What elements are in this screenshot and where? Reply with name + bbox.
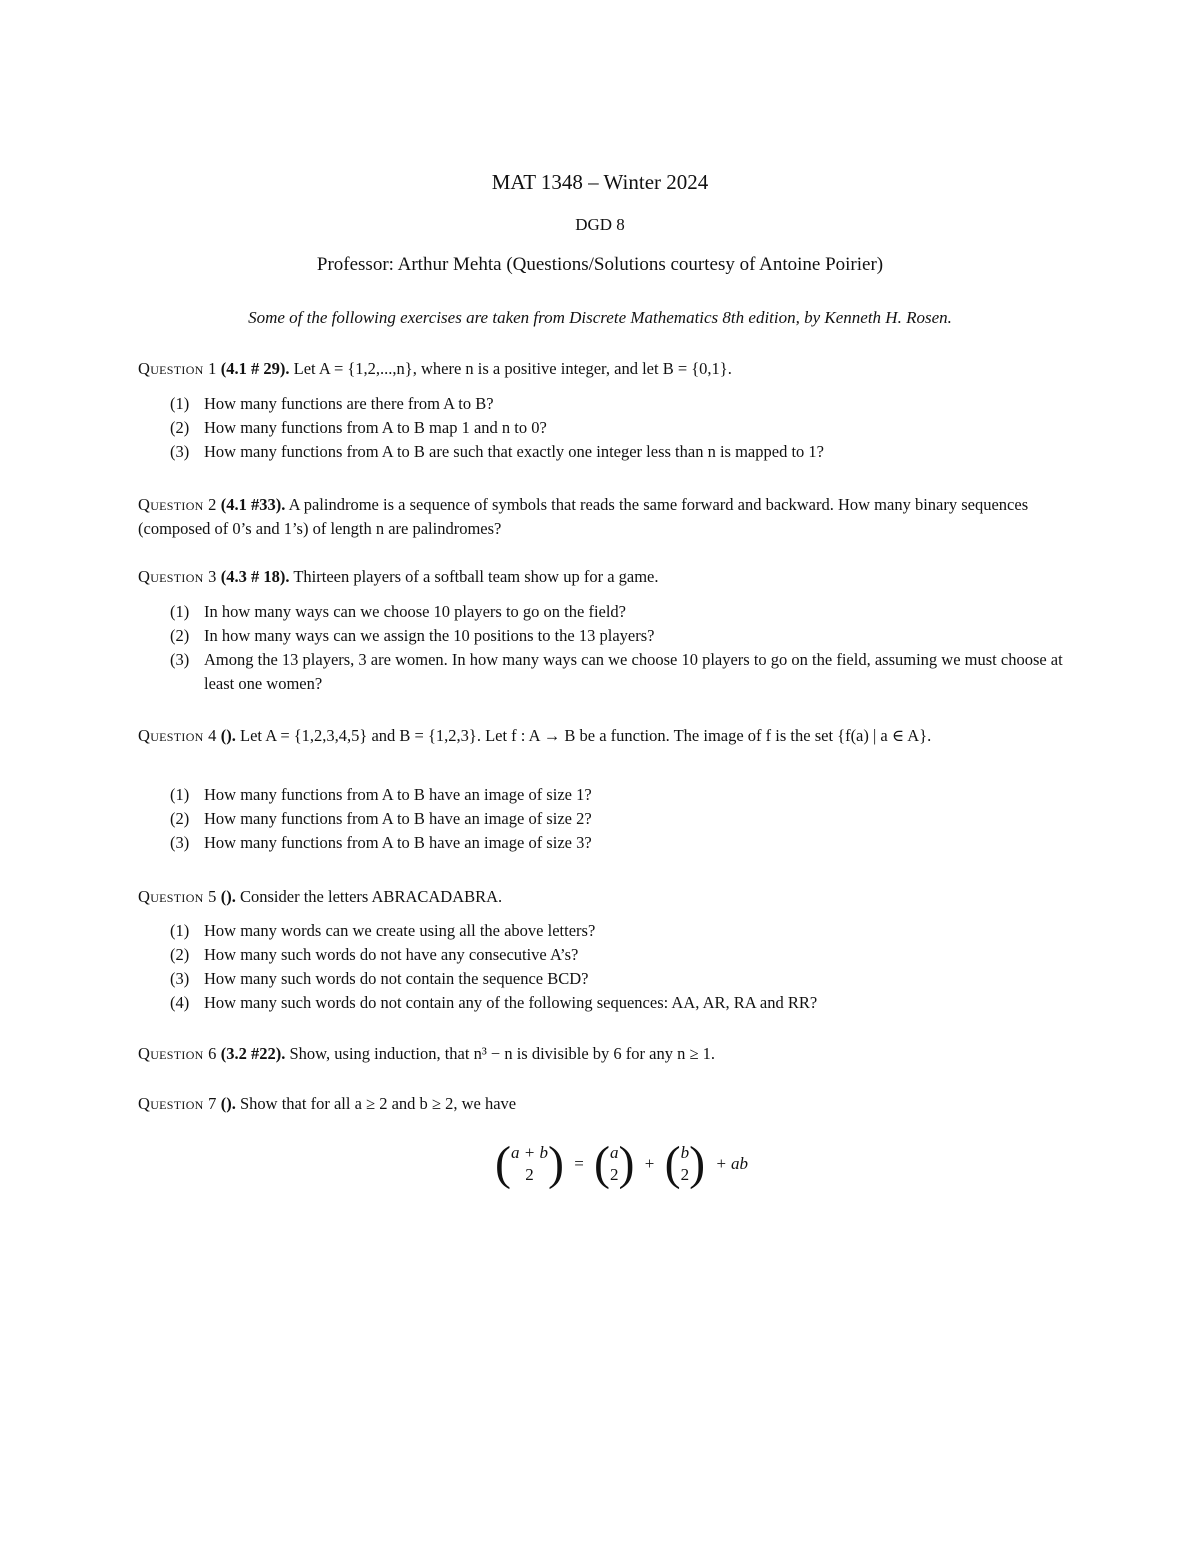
list-item: (1) How many functions are there from A to B? bbox=[170, 394, 494, 413]
question-4 bbox=[138, 724, 1083, 748]
question-6 bbox=[138, 1042, 1083, 1066]
list-item: (3) Among the 13 players, 3 are women. In how many ways can we choose 10 players to go on the field, assuming we must choose at least one women? bbox=[170, 650, 1063, 693]
list-item: (3) How many functions from A to B are such that exactly one integer less than n is mapped to 1? bbox=[170, 442, 824, 461]
list-item: (2) In how many ways can we assign the 10 positions to the 13 players? bbox=[170, 626, 655, 645]
list-item: (2) How many functions from A to B map 1 and n to 0? bbox=[170, 418, 547, 437]
binomial-term-a: ( a 2 ) bbox=[594, 1137, 635, 1190]
question-label: Question 3 bbox=[138, 567, 217, 586]
equals-sign: = bbox=[574, 1154, 584, 1173]
list-item: (1) In how many ways can we choose 10 players to go on the field? bbox=[170, 602, 627, 621]
question-reference: (4.3 # 18). bbox=[220, 567, 290, 586]
list-item: (3) How many functions from A to B have an image of size 3? bbox=[170, 833, 592, 852]
list-item: (3) How many such words do not contain the sequence BCD? bbox=[170, 969, 589, 988]
question-3-items bbox=[170, 600, 1082, 696]
question-4-items bbox=[170, 783, 1082, 855]
question-label: Question 4 bbox=[138, 726, 217, 745]
list-item: (4) How many such words do not contain any of the following sequences: AA, AR, RA and RR? bbox=[170, 993, 818, 1012]
question-reference: (3.2 #22). bbox=[220, 1044, 286, 1063]
source-note: Some of the following exercises are taken from Discrete Mathematics 8th edition, by Kenneth H. Rosen. bbox=[248, 308, 952, 327]
equation-tail: + ab bbox=[715, 1154, 749, 1173]
question-5-items bbox=[170, 919, 1082, 1015]
question-text: Thirteen players of a softball team show up for a game. bbox=[293, 567, 659, 586]
question-2 bbox=[138, 493, 1083, 541]
question-label: Question 7 bbox=[138, 1094, 217, 1113]
document-subtitle: DGD 8 bbox=[575, 215, 625, 234]
binomial-lhs: ( a + b 2 ) bbox=[495, 1137, 564, 1190]
question-label: Question 1 bbox=[138, 359, 217, 378]
question-1 bbox=[138, 357, 1083, 381]
binomial-term-b: ( b 2 ) bbox=[664, 1137, 706, 1190]
question-3 bbox=[138, 565, 1083, 589]
question-text: Let A = {1,2,...,n}, where n is a positive integer, and let B = {0,1}. bbox=[293, 359, 732, 378]
binomial-identity bbox=[495, 1137, 754, 1190]
question-text: Show that for all a ≥ 2 and b ≥ 2, we have bbox=[240, 1094, 517, 1113]
question-text: Consider the letters ABRACADABRA. bbox=[240, 887, 503, 906]
question-label: Question 5 bbox=[138, 887, 217, 906]
question-text: Let A = {1,2,3,4,5} and B = {1,2,3}. Let f : A → B be a function. The image of f is the set {f(a) | a ∈ A}. bbox=[240, 726, 932, 745]
list-item: (2) How many such words do not have any consecutive A’s? bbox=[170, 945, 579, 964]
question-1-items bbox=[170, 392, 1082, 464]
question-text: Show, using induction, that n³ − n is divisible by 6 for any n ≥ 1. bbox=[289, 1044, 716, 1063]
document-title: MAT 1348 – Winter 2024 bbox=[491, 170, 709, 194]
question-label: Question 2 bbox=[138, 495, 217, 514]
professor-line: Professor: Arthur Mehta (Questions/Solutions courtesy of Antoine Poirier) bbox=[316, 254, 884, 275]
question-reference: (). bbox=[220, 1094, 236, 1113]
plus-sign: + bbox=[644, 1154, 655, 1173]
question-7 bbox=[138, 1092, 1083, 1116]
list-item: (1) How many words can we create using all the above letters? bbox=[170, 921, 596, 940]
list-item: (1) How many functions from A to B have an image of size 1? bbox=[170, 785, 592, 804]
question-reference: (). bbox=[220, 887, 236, 906]
question-reference: (). bbox=[220, 726, 236, 745]
question-text: A palindrome is a sequence of symbols that reads the same forward and backward. How many binary sequences (composed of 0’s and 1’s) of length n are palindromes? bbox=[138, 495, 1029, 538]
question-label: Question 6 bbox=[138, 1044, 217, 1063]
question-5 bbox=[138, 885, 1083, 909]
question-reference: (4.1 # 29). bbox=[220, 359, 290, 378]
list-item: (2) How many functions from A to B have an image of size 2? bbox=[170, 809, 592, 828]
question-reference: (4.1 #33). bbox=[220, 495, 286, 514]
